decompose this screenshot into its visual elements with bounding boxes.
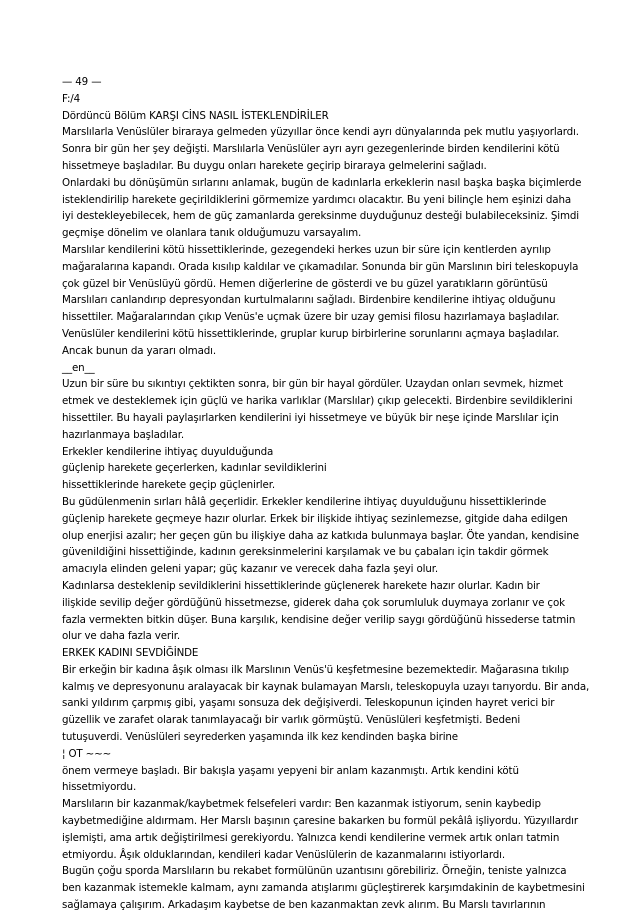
page-number: — 49 — (62, 76, 102, 88)
text-line: sanki yıldırım çarpmış gibi, yaşamı sonsuza dek değişiverdi. Teleskopunun içinden hayret verici bir (62, 697, 555, 710)
text-line: Ancak bunun da yararı olmadı. (62, 344, 216, 357)
text-line: hissetmeye başladılar. Bu duygu onları harekete geçirip biraraya gelmelerini sağladı. (62, 159, 487, 172)
callout-line: güçlenip harekete geçerlerken, kadınlar sevildiklerini (62, 462, 327, 475)
text-line: Bu güdülenmenin sırları hâlâ geçerlidir. Erkekler kendilerine ihtiyaç duyulduğunu hissettiklerinde (62, 495, 547, 508)
text-line: sağlamaya çalışırım. Arkadaşım kaybetse de ben kazanmaktan zevk alırım. Bu Marslı tavırlarının (62, 899, 546, 912)
file-reference: F:/4 (62, 92, 81, 105)
text-line: amacıyla elinden geleni yapar; güç kazanır ve verecek daha fazla şeyi olur. (62, 563, 438, 576)
text-line: hissetmiyordu. (62, 781, 137, 794)
text-line: fazla vermekten bitkin düşer. Buna karşılık, kendisine değer verilip saygı gördüğünü hissederse tatmin (62, 613, 576, 626)
text-line: Kadınlarsa desteklenip sevildiklerini hissettiklerinde güçlenerek harekete hazır olurlar. Kadın bir (62, 579, 540, 592)
ocr-artifact-mark: ¦ OT ~~~ (62, 747, 112, 760)
text-line: Marslıları canlandırıp depresyondan kurtulmalarını sağladı. Birdenbire kendilerine ihtiyaç olduğunu (62, 294, 556, 307)
text-line: ben kazanmak istemekle kalmam, aynı zamanda atışlarımı güçleştirerek karşımdakinin de kaybetmesini (62, 882, 585, 895)
text-line: geçmişe dönelim ve olanlara tanık olduğumuzu varsayalım. (62, 227, 362, 240)
text-line: olup enerjisi azalır; her geçen gün bu ilişkiye daha az katkıda bulunmaya başlar. Öte yandan, kendisine (62, 529, 579, 542)
chapter-heading: Dördüncü Bölüm KARŞI CİNS NASIL İSTEKLENDİRİLER (62, 109, 329, 122)
text-line: mağaralarına kapandı. Orada kısılıp kaldılar ve çıkamadılar. Sonunda bir gün Marslının biri teleskopuyla (62, 260, 579, 273)
text-line: Marslılarla Venüslüler biraraya gelmeden yüzyıllar önce kendi ayrı dünyalarında pek mutlu yaşıyorlardı. (62, 126, 579, 139)
text-line: güzellik ve zarafet olarak tanımlayacağı bir varlık görmüştü. Venüslüleri keşfetmişti. Bedeni (62, 714, 521, 727)
text-line: etmiyordu. Âşık olduklarından, kendileri kadar Venüslülerin de kazanmalarını istiyorlardı. (62, 848, 505, 861)
callout-line: Erkekler kendilerine ihtiyaç duyulduğunda (62, 445, 274, 458)
text-line: işlemişti, ama artık değiştirilmesi gerekiyordu. Yalnızca kendi kendilerine vermek artık onları tatmin (62, 831, 560, 844)
text-line: isteklendirilip harekete geçirildiklerini görmemize yardımcı olacaktır. Bu yeni bilinçle hem eşinizi daha (62, 193, 571, 206)
text-line: iyi destekleyebilecek, hem de güç zamanlarda gereksinme duyduğunuz desteği bulabileceksiniz. Şimdi (62, 210, 579, 223)
text-line: güvenildiğini hissettiğinde, kadının gereksinmelerini karşılamak ve bu çabaları için takdir görmek (62, 546, 549, 559)
text-line: Bugün çoğu sporda Marslıların bu rekabet formülünün uzantısını görebiliriz. Örneğin, teniste yalnızca (62, 865, 567, 878)
section-heading: ERKEK KADINI SEVDİĞİNDE (62, 647, 199, 660)
text-line: Sonra bir gün her şey değişti. Marslılarla Venüslüler ayrı ayrı gezegenlerinde birden kendilerini kötü (62, 143, 560, 156)
text-line: çok güzel bir Venüslüyü gördü. Hemen diğerlerine de gösterdi ve bu güzel yaratıkların görüntüsü (62, 277, 548, 290)
text-line: olur ve daha fazla verir. (62, 630, 180, 643)
text-line: güçlenip harekete geçmeye hazır olurlar. Erkek bir ilişkide ihtiyaç sezinlemezse, gitgide daha edilgen (62, 512, 568, 525)
text-line: Marslılar kendilerini kötü hissettiklerinde, gezegendeki herkes uzun bir süre için kentlerden ayrılıp (62, 243, 551, 256)
text-line: Onlardaki bu dönüşümün sırlarını anlamak, bugün de kadınlarla erkeklerin nasıl başka başka biçimlerde (62, 176, 582, 189)
document-page (62, 74, 590, 914)
callout-line: hissettiklerinde harekete geçip güçlenirler. (62, 479, 275, 492)
text-line: Uzun bir süre bu sıkıntıyı çektikten sonra, bir gün bir hayal gördüler. Uzaydan onları sevmek, hizmet (62, 378, 564, 391)
text-line: Venüslüler kendilerini kötü hissettiklerinde, gruplar kurup birbirlerine sorunlarını açmaya başladılar. (62, 327, 560, 340)
text-line: hissettiler. Mağaralarından çıkıp Venüs'e uçmak üzere bir uzay gemisi filosu hazırlamaya başladılar. (62, 311, 560, 324)
separator-mark: __en__ (62, 361, 95, 374)
text-line: hissettiler. Bu hayali paylaşırlarken kendilerini iyi hissetmeye ve büyük bir neşe içinde Marslılar için (62, 411, 559, 424)
text-line: önem vermeye başladı. Bir bakışla yaşamı yepyeni bir anlam kazanmıştı. Artık kendini kötü (62, 764, 519, 777)
text-line: kalmış ve depresyonunu aralayacak bir kaynak bulamayan Marslı, teleskopuyla uzayı tarıyordu. Bir anda, (62, 680, 590, 693)
text-line: etmek ve desteklemek için güçlü ve harika varlıklar (Marslılar) çıkıp gelecekti. Birdenbire sevildiklerini (62, 395, 573, 408)
text-line: Marslıların bir kazanmak/kaybetmek felsefeleri vardır: Ben kazanmak istiyorum, senin kaybedip (62, 798, 541, 811)
text-line: Bir erkeğin bir kadına âşık olması ilk Marslının Venüs'ü keşfetmesine bezemektedir. Mağarasına tıkılıp (62, 663, 569, 676)
text-line: kaybetmediğine aldırmam. Her Marslı başının çaresine bakarken bu formül pekâlâ işliyordu. Yüzyıllardır (62, 815, 578, 828)
text-line: hazırlanmaya başladılar. (62, 428, 184, 441)
text-line: tutuşuverdi. Venüslüleri seyrederken yaşamında ilk kez kendinden başka birine (62, 731, 458, 744)
text-line: ilişkide sevilip değer gördüğünü hissetmezse, giderek daha çok sorumluluk duymaya zorlanır ve çok (62, 596, 565, 609)
